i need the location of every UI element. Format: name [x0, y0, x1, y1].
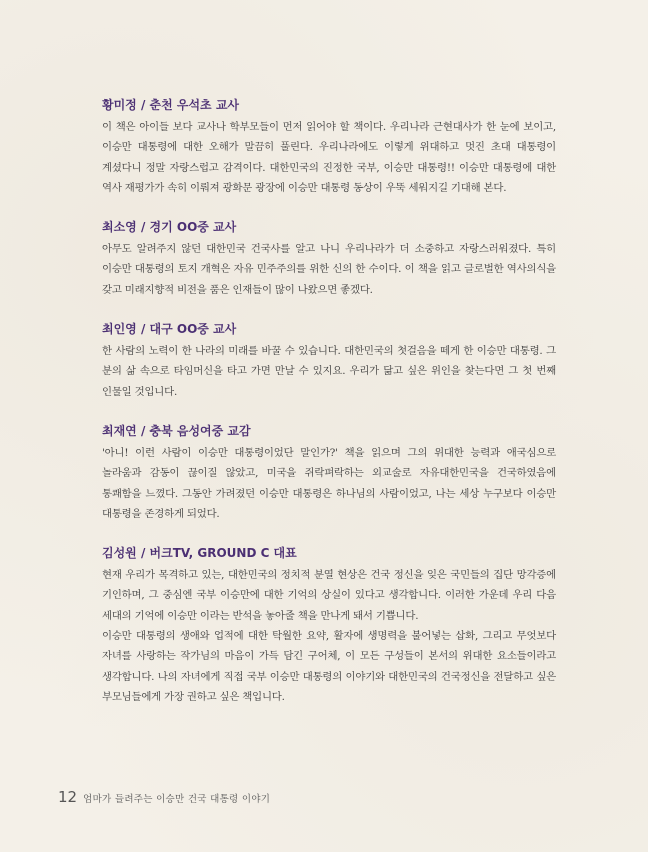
- running-title: 엄마가 들려주는 이승만 건국 대통령 이야기: [83, 794, 271, 805]
- reviewer-name: 최재연 / 충북 음성여중 교감: [102, 423, 251, 438]
- reviewer-name: 황미정 / 춘천 우석초 교사: [102, 98, 240, 112]
- reviewer-name: 김성원 / 버크TV, GROUND C 대표: [102, 546, 297, 561]
- review-item: [102, 96, 556, 198]
- review-text: 이 책은 아이들 보다 교사나 학부모들이 먼저 읽어야 할 책이다. 우리나라 근현대사가 한 눈에 보이고, 이승만 대통령에 대한 오해가 말끔히 풀린다. 우리나라에도 이렇게 위대하고 멋진 초대 대통령이 계셨다니 정말 자랑스럽고 감격이다. 대한민국의 진정한 국부, 이승만 대통령!! 이승만 대통령에 대한 역사 재평가가 속히 이뤄져 광화문 광장에 이승만 대통령 동상이 우뚝 세워지길 기대해 본다.: [102, 121, 556, 194]
- review-item: [102, 544, 556, 707]
- review-text: '아니! 이런 사람이 이승만 대통령이었단 말인가?' 책을 읽으며 그의 위대한 능력과 애국심으로 놀라움과 감동이 끊이질 않았고, 미국을 쥐락펴락하는 외교술로 자유대한민국을 건국하였음에 통쾌함을 느꼈다. 그동안 가려졌던 이승만 대통령은 하나님의 사람이었고, 나는 세상 누구보다 이승만 대통령을 존경하게 되었다.: [102, 446, 556, 520]
- review-item: [102, 422, 556, 524]
- page-number: 12: [58, 788, 78, 806]
- reviewer-name: 최인영 / 대구 OO중 교사: [102, 322, 237, 337]
- review-text: 이승만 대통령의 생애와 업적에 대한 탁월한 요약, 활자에 생명력을 불어넣는 삽화, 그리고 무엇보다 자녀를 사랑하는 작가님의 마음이 가득 담긴 구어체, 이 모든 구성들이 본서의 위대한 요소들이라고 생각합니다. 나의 자녀에게 직접 국부 이승만 대통령의 이야기와 대한민국의 건국정신을 전달하고 싶은 부모님들에게 가장 권하고 싶은 책입니다.: [102, 630, 556, 703]
- review-item: [102, 320, 556, 402]
- review-text: 현재 우리가 목격하고 있는, 대한민국의 정치적 분열 현상은 건국 정신을 잊은 국민들의 집단 망각증에 기인하며, 그 중심엔 국부 이승만에 대한 기억의 상실이 있다고 생각합니다. 이러한 가운데 우리 다음 세대의 기억에 이승만 이라는 반석을 놓아줄 책을 만나게 돼서 기쁩니다.: [102, 569, 556, 622]
- review-text: 아무도 알려주지 않던 대한민국 건국사를 알고 나니 우리나라가 더 소중하고 자랑스러워졌다. 특히 이승만 대통령의 토지 개혁은 자유 민주주의를 위한 신의 한 수이다. 이 책을 읽고 글로벌한 역사의식을 갖고 미래지향적 비전을 품은 인재들이 많이 나왔으면 좋겠다.: [102, 243, 556, 296]
- review-text: 한 사람의 노력이 한 나라의 미래를 바꿀 수 있습니다. 대한민국의 첫걸음을 떼게 한 이승만 대통령. 그 분의 삶 속으로 타임머신을 타고 가면 만날 수 있지요. 우리가 닮고 싶은 위인을 찾는다면 그 첫 번째 인물일 것입니다.: [102, 345, 556, 398]
- page-footer: [58, 788, 270, 806]
- reviews-section: [102, 96, 556, 707]
- review-item: [102, 218, 556, 300]
- reviewer-name: 최소영 / 경기 OO중 교사: [102, 220, 237, 235]
